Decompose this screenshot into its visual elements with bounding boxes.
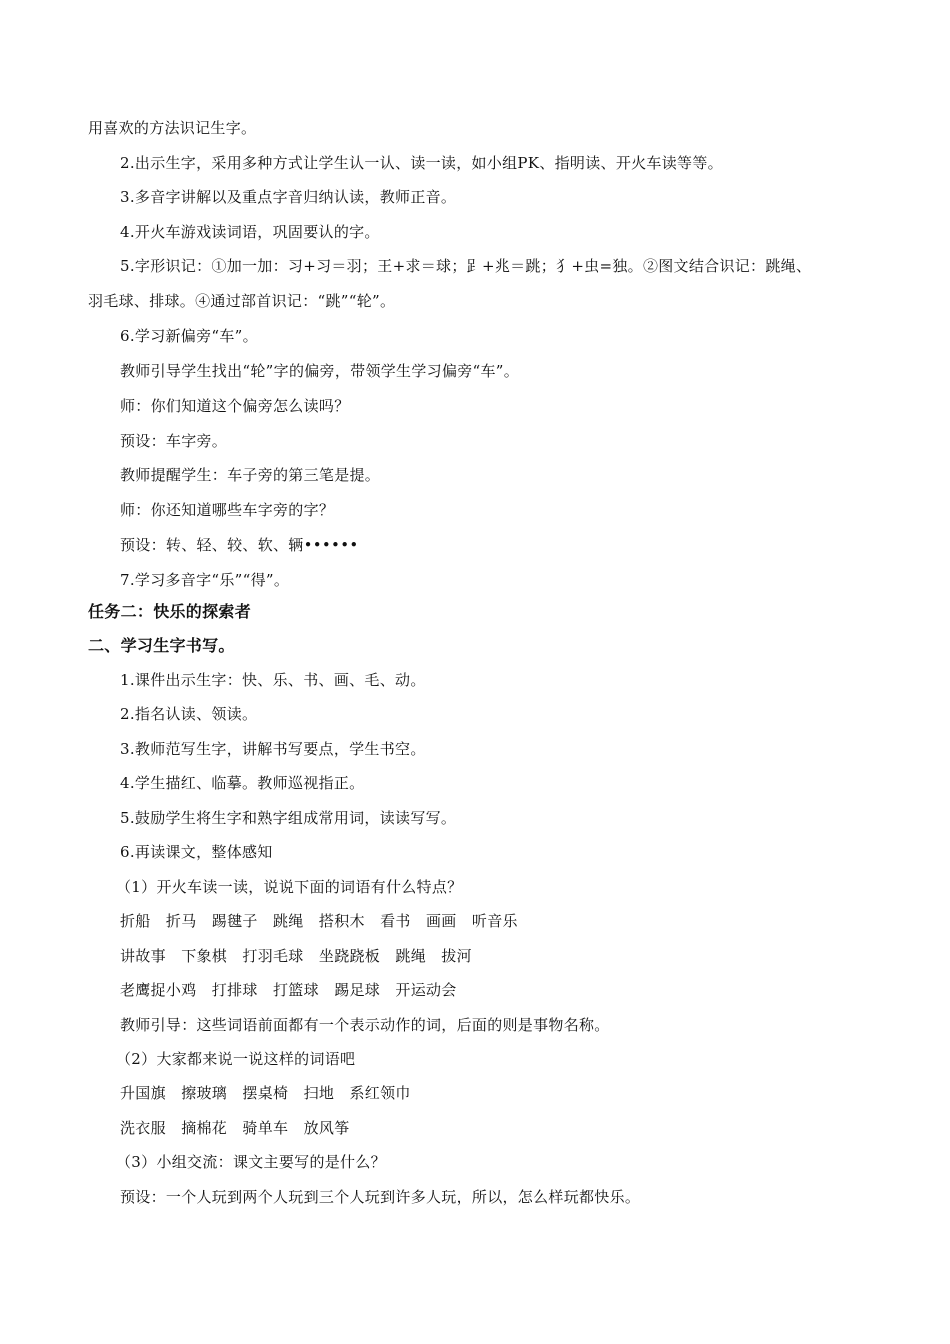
text-line-19: 3.教师范写生字，讲解书写要点，学生书空。 bbox=[120, 740, 426, 758]
text-line-18: 2.指名认读、领读。 bbox=[120, 705, 258, 723]
section-heading-task2: 任务二：快乐的探索者 bbox=[88, 602, 252, 621]
text-line-21: 5.鼓励学生将生字和熟字组成常用词，读读写写。 bbox=[120, 809, 457, 827]
word-list-line-2: 讲故事 下象棋 打羽毛球 坐跷跷板 跳绳 拔河 bbox=[120, 947, 472, 965]
text-line-12: 师：你还知道哪些车字旁的字？ bbox=[120, 501, 335, 519]
text-line-22: 6.再读课文，整体感知 bbox=[120, 843, 273, 861]
text-line-14: 7.学习多音字“乐”“得”。 bbox=[120, 571, 290, 589]
text-line-10: 预设：车字旁。 bbox=[120, 432, 228, 450]
text-line-5: 5.字形识记：①加一加：习+习＝羽；王+求＝球；𧾷+兆＝跳；犭+虫=独。②图文结合识记：跳绳、 bbox=[120, 257, 812, 275]
text-line-7: 6.学习新偏旁“车”。 bbox=[120, 327, 258, 345]
word-list-line-5: 洗衣服 摘棉花 骑单车 放风筝 bbox=[120, 1119, 350, 1137]
text-line-4: 4.开火车游戏读词语，巩固要认的字。 bbox=[120, 223, 380, 241]
text-line-17: 1.课件出示生字：快、乐、书、画、毛、动。 bbox=[120, 671, 426, 689]
text-line-3: 3.多音字讲解以及重点字音归纳认读，教师正音。 bbox=[120, 188, 457, 206]
text-line-11: 教师提醒学生：车子旁的第三笔是提。 bbox=[120, 466, 381, 484]
text-line-20: 4.学生描红、临摹。教师巡视指正。 bbox=[120, 774, 365, 792]
text-line-27: 教师引导：这些词语前面都有一个表示动作的词，后面的则是事物名称。 bbox=[120, 1016, 610, 1034]
text-line-28: （2）大家都来说一说这样的词语吧 bbox=[116, 1050, 356, 1068]
text-line-23: （1）开火车读一读，说说下面的词语有什么特点？ bbox=[116, 878, 463, 896]
word-list-line-3: 老鹰捉小鸡 打排球 打篮球 踢足球 开运动会 bbox=[120, 981, 457, 999]
section-heading-writing: 二、学习生字书写。 bbox=[88, 636, 235, 655]
text-line-2: 2.出示生字，采用多种方式让学生认一认、读一读，如小组PK、指明读、开火车读等等。 bbox=[120, 154, 723, 172]
text-line-31: （3）小组交流：课文主要写的是什么？ bbox=[116, 1153, 386, 1171]
text-line-32: 预设：一个人玩到两个人玩到三个人玩到许多人玩，所以，怎么样玩都快乐。 bbox=[120, 1188, 641, 1206]
word-list-line-4: 升国旗 擦玻璃 摆桌椅 扫地 系红领巾 bbox=[120, 1084, 411, 1102]
text-line-6: 羽毛球、排球。④通过部首识记：“跳”“轮”。 bbox=[88, 292, 396, 310]
text-line-9: 师：你们知道这个偏旁怎么读吗？ bbox=[120, 397, 350, 415]
text-line-13: 预设：转、轻、较、软、辆•••••• bbox=[120, 536, 359, 554]
text-line-8: 教师引导学生找出“轮”字的偏旁，带领学生学习偏旁“车”。 bbox=[120, 362, 520, 380]
text-line-1: 用喜欢的方法识记生字。 bbox=[88, 119, 257, 137]
word-list-line-1: 折船 折马 踢毽子 跳绳 搭积木 看书 画画 听音乐 bbox=[120, 912, 518, 930]
